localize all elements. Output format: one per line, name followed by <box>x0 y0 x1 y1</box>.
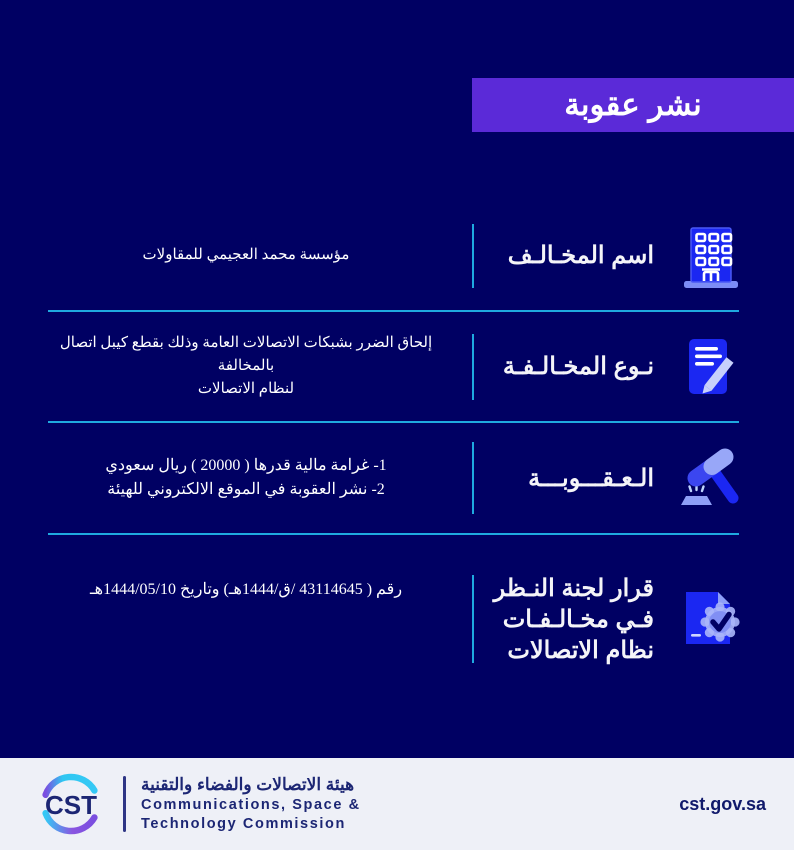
penalty-labelbox <box>474 441 794 515</box>
cst-logo-icon <box>34 771 108 837</box>
penalty-line2: 2- نشر العقوبة في الموقع الالكتروني للهيئة <box>107 481 385 498</box>
svg-text:CST: CST <box>45 790 97 820</box>
violator-name-labelbox <box>474 219 794 293</box>
row-violation-type <box>0 311 794 422</box>
decision-labelbox <box>474 573 794 666</box>
row-decision <box>0 534 794 704</box>
commission-title-english-line1: Communications, Space & <box>141 797 361 813</box>
penalty-value <box>0 454 472 502</box>
gavel-icon <box>674 441 748 515</box>
decision-value: رقم ( 43114645 /ق/1444هـ) وتاريخ 1444/05/10هـ <box>89 581 403 598</box>
violation-type-line1: إلحاق الضرر بشبكات الاتصالات العامة وذلك بقطع كيبل اتصال بالمخالفة <box>59 335 433 374</box>
row-violator-name <box>0 200 794 311</box>
row-label: اسم المخـالـف <box>507 242 654 269</box>
violation-type-value <box>0 332 472 401</box>
website-link[interactable]: cst.gov.sa <box>679 793 766 814</box>
violation-type-line2: لنظام الاتصالات <box>197 381 295 397</box>
penalty-banner <box>472 78 794 132</box>
row-label: نـوع المخـالـفـة <box>502 353 654 380</box>
cst-logo-block <box>34 771 361 837</box>
notice-content <box>0 200 794 704</box>
violator-name-value: مؤسسة محمد العجيمي للمقاولات <box>142 247 350 263</box>
decision-label-line3: نظام الاتصالات <box>507 636 654 664</box>
banner-title: نشر عقوبة <box>564 87 702 122</box>
document-pen-icon <box>674 330 748 404</box>
commission-title-english-line2: Technology Commission <box>141 816 346 832</box>
row-label <box>474 573 654 666</box>
building-icon <box>674 219 748 293</box>
footer <box>0 758 794 850</box>
violation-type-labelbox <box>474 330 794 404</box>
penalty-line1: 1- غرامة مالية قدرها ( 20000 ) ريال سعودي <box>105 457 387 474</box>
decision-label-line1: قرار لجنة النـظر <box>493 574 654 602</box>
commission-titles <box>141 774 361 834</box>
decision-label-line2: فـي مخـالـفـات <box>502 605 654 633</box>
row-label: الـعـقـــوبـــة <box>528 464 654 492</box>
commission-title-arabic: هيئة الاتصالات والفضاء والتقنية <box>141 775 355 794</box>
row-penalty <box>0 422 794 534</box>
footer-divider <box>123 776 126 832</box>
decision-seal-icon <box>674 582 748 656</box>
